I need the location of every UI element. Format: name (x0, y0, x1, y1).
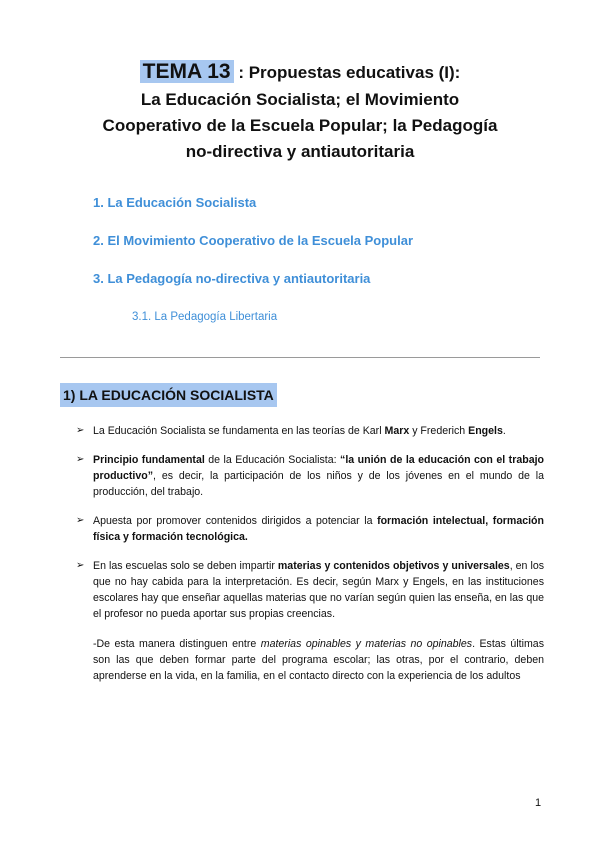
title-first-line (0, 58, 600, 87)
toc-item-3[interactable]: 3. La Pedagogía no-directiva y antiautoritaria (93, 271, 371, 286)
text: , es decir, la participación de los niños y de los jóvenes en el mundo de la producción, del trabajo. (93, 470, 544, 498)
bold-text: materias y contenidos objetivos y universales (277, 560, 510, 572)
text: . Estas últimas son las que deben formar parte del programa escolar; las otras, por el contrario, deben aprenderse en la vida, en la familia, en el contacto directo con la experiencia de los adultos (93, 638, 544, 682)
bullet-item (76, 558, 544, 622)
bullet-item (76, 513, 544, 545)
arrow-bullet-icon: ➢ (76, 425, 85, 436)
bold-text: Marx (384, 425, 410, 437)
bullet-item (76, 452, 544, 500)
title-line-2: La Educación Socialista; el Movimiento (140, 90, 460, 109)
table-of-contents (93, 193, 553, 307)
text: En las escuelas solo se deben impartir (93, 560, 278, 572)
toc-item-1[interactable]: 1. La Educación Socialista (93, 195, 257, 210)
section-heading: 1) LA EDUCACIÓN SOCIALISTA (60, 383, 277, 407)
bold-text: Principio fundamental (93, 454, 205, 466)
text: La Educación Socialista se fundamenta en las teorías de Karl (93, 425, 385, 437)
text: Apuesta por promover contenidos dirigidos a potenciar la (93, 515, 378, 527)
arrow-bullet-icon: ➢ (76, 515, 85, 526)
bold-text: “la unión de la educación con el trabajo productivo” (93, 454, 544, 482)
toc-item-2[interactable]: 2. El Movimiento Cooperativo de la Escuela Popular (93, 233, 414, 248)
bullet-list (76, 423, 544, 684)
arrow-bullet-icon: ➢ (76, 454, 85, 465)
text: . (502, 425, 506, 437)
title-line-3: Cooperativo de la Escuela Popular; la Pedagogía (102, 116, 498, 135)
bullet-item (76, 423, 544, 439)
text: -De esta manera distinguen entre (93, 638, 261, 650)
italic-text: materias opinables y materias no opinables (260, 638, 473, 650)
horizontal-divider (60, 357, 540, 358)
text: de la Educación Socialista: (204, 454, 341, 466)
tema-badge: TEMA 13 (140, 60, 234, 83)
title-subtitle: Propuestas educativas (I): (248, 63, 461, 82)
page-number: 1 (535, 797, 542, 809)
text: y Frederich (409, 425, 469, 437)
title-colon: : (233, 63, 249, 82)
arrow-bullet-icon: ➢ (76, 560, 85, 571)
bold-text: Engels (468, 425, 503, 437)
title-line-4: no-directiva y antiautoritaria (185, 142, 415, 161)
document-title (0, 58, 600, 165)
paragraph (76, 636, 544, 684)
toc-subitem-3-1[interactable]: 3.1. La Pedagogía Libertaria (132, 311, 278, 323)
bold-text: formación intelectual, formación física y formación tecnológica. (93, 515, 544, 543)
text: , en los que no hay cabida para la interpretación. Es decir, según Marx y Engels, en las instituciones escolares hay que enseñar aquellas materias que no varían según quien las enseña, en las que el profesor no pueda aportar sus propias creencias. (93, 560, 545, 620)
